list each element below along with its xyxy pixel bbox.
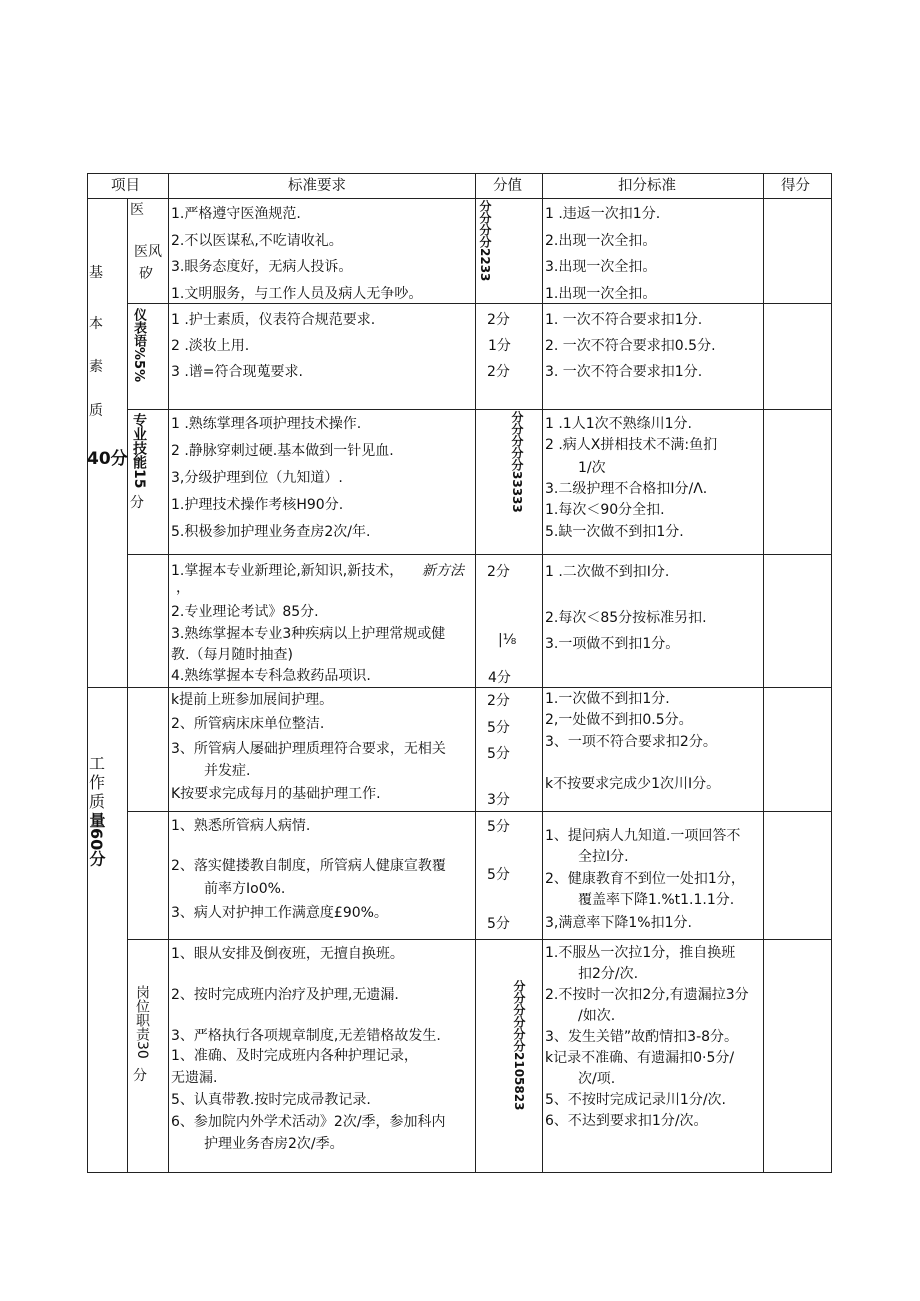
requirement-text: 教.（每月随时抽查): [171, 647, 293, 663]
requirement-text: 护理业务杳房2次/季。: [204, 1136, 344, 1152]
section-basic-title-char: 基: [89, 265, 103, 281]
section-quality-total: 量60分: [87, 812, 106, 867]
requirement-text: 并发症.: [204, 763, 251, 779]
group-label: 医: [130, 202, 144, 218]
requirement-text: 3、严格执行各项规章制度,无差错格故发生.: [171, 1028, 441, 1044]
deduction-text: 2.不按时一次扣2分,有遗漏拉3分: [545, 987, 749, 1003]
section-basic-title-char: 素: [89, 359, 103, 375]
requirement-text: 3.眼务态度好，无病人投诉。: [171, 259, 353, 275]
requirement-text: 2、落实健搂教自制度，所管病人健康宣教覆: [171, 858, 446, 874]
grid-line: [831, 173, 832, 1173]
requirement-text: 3 .谱=符合现蒐要求.: [171, 364, 303, 380]
deduction-text: 1.不服丛一次拉1分，推自换班: [545, 945, 736, 961]
score-value: 2分: [487, 312, 510, 328]
deduction-text: 1 .违返一次扣1分.: [545, 206, 661, 222]
deduction-text: 1/次: [578, 460, 606, 476]
score-value: 5分: [487, 916, 510, 932]
deduction-text: 1 .1人1次不熟绦川1分.: [545, 416, 692, 432]
deduction-text: 2.每次＜85分按标准另扣.: [545, 610, 707, 626]
score-value: 1分: [488, 338, 511, 354]
deduction-text: 1.出现一次全扣。: [545, 286, 657, 302]
requirement-text: ，: [176, 580, 190, 596]
group-label-tail: 分: [133, 1068, 147, 1084]
group-label-vertical: 专业技能15: [131, 413, 147, 489]
deduction-text: 2,一处做不到扣0.5分。: [545, 712, 693, 728]
requirement-text: 1.掌握本专业新理论,新知识,新技术，: [171, 563, 404, 579]
requirement-text: 2.不以医谋私,不吃请收礼。: [171, 233, 343, 249]
requirement-text: 2 .淡妆上用.: [171, 338, 250, 354]
grid-line: [127, 303, 832, 304]
deduction-text: 扣2分/次.: [578, 966, 639, 982]
grid-line: [127, 939, 832, 940]
requirement-text: 1、熟悉所管病人病情.: [171, 818, 311, 834]
deduction-text: k不按要求完成少1次川I分。: [545, 776, 721, 792]
requirement-text: 1 .护士素质，仪表符合规范要求.: [171, 312, 376, 328]
deduction-text: 3、发生关错”故酌情扣3-8分。: [545, 1029, 739, 1045]
requirement-text: 5.积极参加护理业务查房2次/年.: [171, 524, 371, 540]
score-vertical: 分分分分分分2105823: [512, 980, 526, 1111]
requirement-text: 5、认真带教.按时完成帚教记录.: [171, 1092, 371, 1108]
deduction-text: 5、不按时完成记录川1分/次.: [545, 1092, 726, 1108]
requirement-text: k提前上班参加展间护理。: [171, 692, 334, 708]
deduction-text: 1.每次＜90分全扣.: [545, 502, 665, 518]
grid-line: [542, 173, 543, 1173]
requirement-text: 无遗漏.: [171, 1070, 218, 1086]
grid-line: [87, 173, 832, 174]
deduction-text: 3.一项做不到扣1分。: [545, 636, 680, 652]
score-value: 2分: [487, 364, 510, 380]
requirement-text: K按要求完成每月的基础护理工作.: [171, 786, 381, 802]
requirement-text: 1.护理技术操作考核H90分.: [171, 497, 344, 513]
score-value: 5分: [487, 720, 510, 736]
grid-line: [763, 173, 764, 1173]
group-label: 矽: [139, 266, 153, 282]
requirement-text: 6、参加院内外学术活动》2次/季，参加科内: [171, 1114, 446, 1130]
score-value: 5分: [487, 746, 510, 762]
deduction-text: 5.缺一次做不到扣1分.: [545, 524, 684, 540]
grid-line: [168, 173, 169, 1173]
deduction-text: 3,满意率下降1%扣1分.: [545, 915, 692, 931]
deduction-text: 1 .二次做不到扣I分.: [545, 564, 670, 580]
section-quality-title-char: 工: [89, 754, 106, 773]
group-label-vertical: 仪表语%5%: [131, 308, 146, 383]
grid-line: [475, 173, 476, 1173]
score-value: |⅛: [498, 632, 517, 648]
requirement-text: 3.熟练掌握本专业3种疾病以上护理常规或健: [171, 626, 446, 642]
grid-line: [127, 198, 128, 1173]
deduction-text: 覆盖率下降1.%t1.1.1分.: [578, 892, 735, 908]
score-value: 5分: [487, 819, 510, 835]
grid-line: [87, 687, 832, 688]
deduction-text: 3.出现一次全扣。: [545, 259, 657, 275]
deduction-text: 3、一项不符合要求扣2分。: [545, 734, 717, 750]
section-basic-total: 40分: [87, 449, 128, 469]
header-deduction: 扣分标准: [618, 178, 676, 194]
deduction-text: 2. 一次不符合要求扣0.5分.: [545, 338, 716, 354]
requirement-text: 3、所管病人屡础护理质理符合要求，无相关: [171, 741, 446, 757]
deduction-text: 3.二级护理不合格扣I分/Λ.: [545, 481, 708, 497]
requirement-text: 1.严格遵守医渔规范.: [171, 206, 301, 222]
section-basic-title-char: 质: [89, 403, 103, 419]
deduction-text: 1. 一次不符合要求扣1分.: [545, 312, 703, 328]
deduction-text: 1.一次做不到扣1分.: [545, 691, 670, 707]
requirement-text: 1、准确、及时完成班内各种护理记录，: [171, 1048, 418, 1064]
score-value: 2分: [487, 693, 510, 709]
deduction-text: 2.出现一次全扣。: [545, 233, 657, 249]
requirement-text: 1 .熟练掌理各项护理技术操作.: [171, 416, 362, 432]
requirement-text: 1.文明服务，与工作人员及病人无争吵。: [171, 286, 423, 302]
deduction-text: 3. 一次不符合要求扣1分.: [545, 364, 703, 380]
score-value: 5分: [487, 867, 510, 883]
score-value: 3分: [487, 792, 510, 808]
grid-line: [87, 173, 88, 1173]
header-score: 分值: [493, 178, 522, 194]
requirement-text: 3,分级护理到位（九知道）.: [171, 470, 343, 486]
requirement-text: 2、所管病床床单位整洁.: [171, 716, 325, 732]
group-label-vertical: 岗位职责30: [134, 985, 150, 1059]
grid-line: [87, 198, 832, 199]
requirement-text: 2.专业理论考试》85分.: [171, 604, 319, 620]
section-quality-title-char: 作: [89, 773, 106, 792]
grid-line: [87, 1172, 832, 1173]
deduction-text: 2、健康教育不到位一处扣1分，: [545, 871, 745, 887]
section-quality-title-char: 质: [89, 792, 106, 811]
requirement-text: 1、眼从安排及倒夜班，无擅自换班。: [171, 946, 404, 962]
score-vertical: 分分分分分33333: [510, 411, 524, 513]
requirement-text-italic: 新方法: [422, 563, 464, 579]
score-vertical: 分分分分2233: [478, 200, 492, 282]
score-value: 2分: [487, 564, 510, 580]
header-gain: 得分: [781, 178, 810, 194]
requirement-text: 2 .静脉穿刺过硬.基本做到一针见血.: [171, 443, 394, 459]
requirement-text: 前率方Io0%.: [204, 881, 286, 897]
deduction-text: k记录不准确、有遗漏扣0·5分/: [545, 1050, 735, 1066]
deduction-text: 2 .病人X拼相技术不满:鱼扪: [545, 437, 718, 453]
group-label: 医风: [134, 244, 162, 260]
grid-line: [127, 811, 832, 812]
deduction-text: 6、不达到要求扣1分/次。: [545, 1113, 708, 1129]
group-label-tail: 分: [130, 495, 144, 511]
deduction-text: 全拉I分.: [578, 849, 629, 865]
grid-line: [127, 409, 832, 410]
score-value: 4分: [488, 670, 511, 686]
header-standard: 标准要求: [288, 178, 346, 194]
requirement-text: 3、病人对护抻工作满意度£90%。: [171, 905, 388, 921]
section-basic-title-char: 本: [89, 316, 103, 332]
deduction-text: /如次.: [578, 1008, 616, 1024]
requirement-text: 4.熟练掌握本专科急救药品项识.: [171, 668, 371, 684]
deduction-text: 1、提问病人九知道.一项回答不: [545, 828, 741, 844]
deduction-text: 次/项.: [578, 1071, 616, 1087]
header-item: 项目: [111, 178, 140, 194]
grid-line: [127, 554, 832, 555]
requirement-text: 2、按时完成班内治疗及护理,无遗漏.: [171, 987, 399, 1003]
